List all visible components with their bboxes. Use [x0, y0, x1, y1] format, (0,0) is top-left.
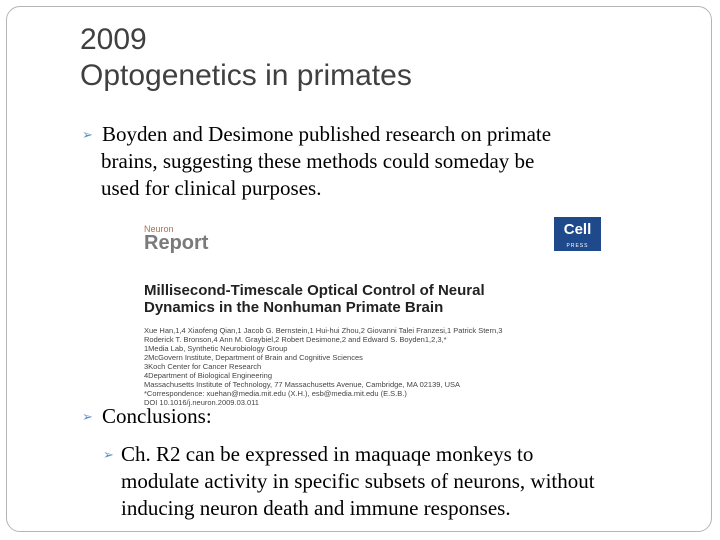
intro-line-1: Boyden and Desimone published research on primate [102, 122, 552, 146]
conclusions-bullet [82, 403, 682, 430]
sub-line-2: modulate activity in specific subsets of neurons, without [121, 469, 595, 493]
intro-line-3: used for clinical purposes. [101, 176, 322, 200]
author-line: Massachusetts Institute of Technology, 77 Massachusetts Avenue, Cambridge, MA 02139, USA [144, 380, 461, 389]
paper-title-line-2: Dynamics in the Nonhuman Primate Brain [144, 299, 444, 316]
author-line: 1Media Lab, Synthetic Neurobiology Group [144, 344, 288, 353]
author-line: DOI 10.1016/j.neuron.2009.03.011 [144, 398, 259, 407]
title-line-1: 2009 [80, 23, 147, 56]
author-line: 2McGovern Institute, Department of Brain and Cognitive Sciences [144, 353, 363, 362]
cell-press-logo [554, 217, 601, 251]
sub-line-3: inducing neuron death and immune responses. [121, 496, 511, 520]
intro-line-2: brains, suggesting these methods could someday be [101, 149, 535, 173]
intro-bullet [82, 121, 682, 202]
bullet-arrow-icon: ➢ [82, 127, 93, 142]
paper-authors [144, 326, 503, 407]
paper-title [144, 282, 534, 316]
cell-logo-text: Cell [563, 221, 592, 238]
conclusion-sub-bullet [103, 441, 683, 522]
sub-line-1: Ch. R2 can be expressed in maquaqe monkeys to [121, 442, 534, 466]
journal-name: Neuron [144, 224, 174, 234]
paper-title-line-1: Millisecond-Timescale Optical Control of Neural [144, 282, 485, 299]
bullet-arrow-icon: ➢ [103, 447, 114, 462]
cell-logo-subtext: PRESS [566, 243, 589, 249]
author-line: 3Koch Center for Cancer Research [144, 362, 262, 371]
author-line: Roderick T. Bronson,4 Ann M. Graybiel,2 Robert Desimone,2 and Edward S. Boyden1,2,3,* [144, 335, 447, 344]
conclusions-label: Conclusions: [102, 404, 212, 428]
slide-title [80, 22, 412, 94]
author-line: Xue Han,1,4 Xiaofeng Qian,1 Jacob G. Bernstein,1 Hui-hui Zhou,2 Giovanni Talei Franzesi,1 Patrick Stern,3 [144, 326, 503, 335]
title-line-2: Optogenetics in primates [80, 59, 412, 92]
bullet-arrow-icon: ➢ [82, 409, 93, 424]
author-line: 4Department of Biological Engineering [144, 371, 272, 380]
author-line: *Correspondence: xuehan@media.mit.edu (X.H.), esb@media.mit.edu (E.S.B.) [144, 389, 407, 398]
paper-header-image [140, 222, 610, 412]
report-label: Report [144, 232, 209, 254]
